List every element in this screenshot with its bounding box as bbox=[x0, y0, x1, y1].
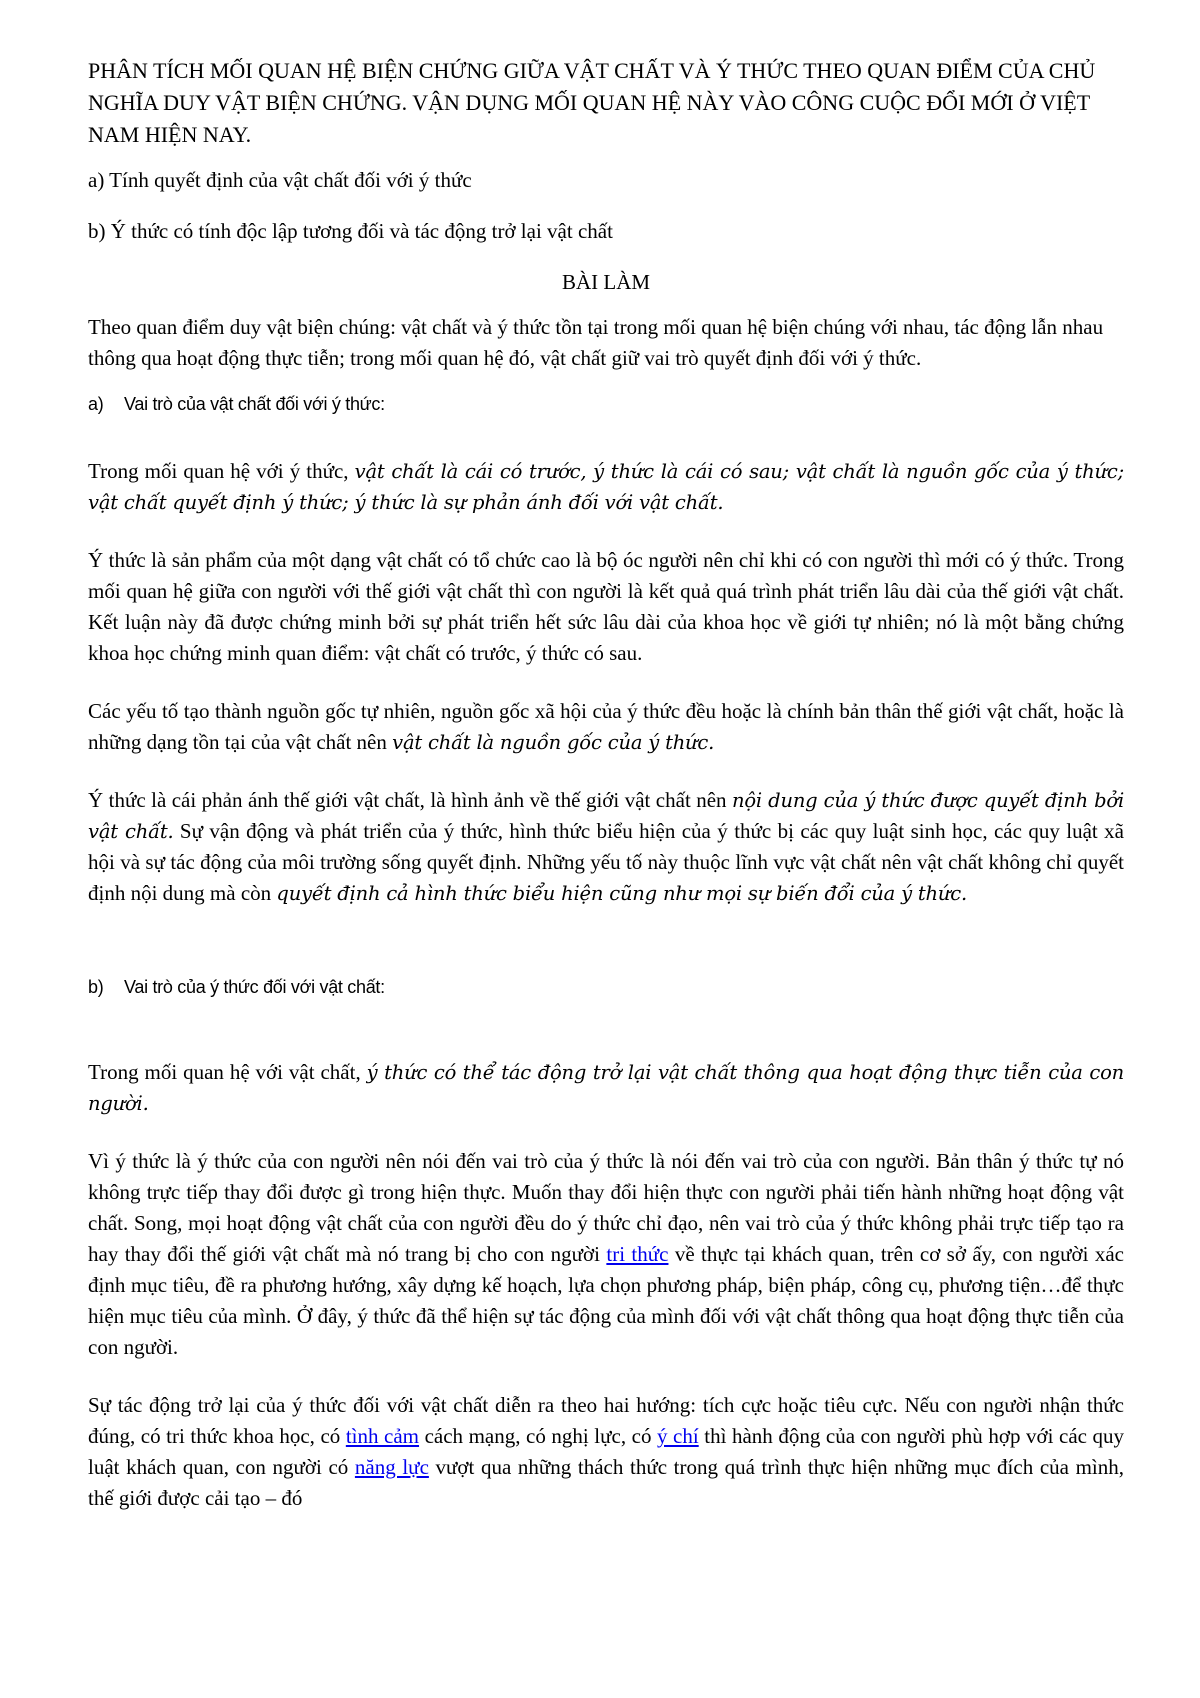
subtopic-a: a) Tính quyết định của vật chất đối với ý thức bbox=[88, 168, 472, 192]
section-a-heading bbox=[88, 390, 1124, 418]
paragraph-5-italic: ý thức có thể tác động trở lại vật chất thông qua hoạt động thực tiễn của con người. bbox=[88, 1061, 1124, 1115]
paragraph-4 bbox=[88, 785, 1124, 909]
paragraph-4-text-1: Ý thức là cái phản ánh thế giới vật chất, là hình ảnh về thế giới vật chất nên bbox=[88, 788, 733, 812]
section-b-title: Vai trò của ý thức đối với vật chất: bbox=[124, 977, 385, 997]
paragraph-2: Ý thức là sản phẩm của một dạng vật chất có tổ chức cao là bộ óc người nên chỉ khi có con người thì mới có ý thức. Trong mối quan hệ giữa con người với thế giới vật chất thì con người là kết quả quá trình phát triển lâu dài của thế giới vật chất. Kết luận này đã được chứng minh bởi sự phát triển hết sức lâu dài của khoa học về giới tự nhiên; nó là một bằng chứng khoa học chứng minh quan điểm: vật chất có trước, ý thức có sau. bbox=[88, 548, 1124, 665]
bai-lam-heading: BÀI LÀM bbox=[561, 270, 651, 294]
paragraph-5 bbox=[88, 1057, 1124, 1119]
paragraph-7-text-1: Sự tác động trở lại của ý thức đối với vật chất diễn ra theo hai hướng: tích cực hoặc tiêu cực. Nếu con người nhận thức đúng, có tri thức khoa học, có bbox=[88, 1393, 1124, 1448]
section-b-heading bbox=[88, 973, 1124, 1001]
section-b-number: b) bbox=[88, 977, 104, 997]
paragraph-1-italic: vật chất là cái có trước, ý thức là cái có sau; vật chất là nguồn gốc của ý thức; vật chất quyết định ý thức; ý thức là sự phản ánh đối với vật chất. bbox=[88, 460, 1124, 514]
paragraph-6 bbox=[88, 1146, 1124, 1363]
paragraph-3 bbox=[88, 696, 1124, 758]
paragraph-4-italic-2: quyết định cả hình thức biểu hiện cũng như mọi sự biến đổi của ý thức. bbox=[276, 882, 967, 905]
paragraph-4-text-2: Sự vận động và phát triển của ý thức, hình thức biểu hiện của ý thức bị các quy luật sinh học, các quy luật xã hội và sự tác động của môi trường sống quyết định. Những yếu tố này thuộc lĩnh vực vật chất nên vật chất không chỉ quyết định nội dung mà còn bbox=[88, 819, 1124, 905]
paragraph-7 bbox=[88, 1390, 1124, 1514]
paragraph-5-text: Trong mối quan hệ với vật chất, bbox=[88, 1060, 367, 1084]
section-a-number: a) bbox=[88, 394, 104, 414]
paragraph-6-text-2: về thực tại khách quan, trên cơ sở ấy, con người xác định mục tiêu, đề ra phương hướng, xây dựng kế hoạch, lựa chọn phương pháp, biện pháp, công cụ, phương tiện…để thực hiện mục tiêu của mình. Ở đây, ý thức đã thể hiện sự tác động của mình đối với vật chất thông qua hoạt động thực tiễn của con người. bbox=[88, 1242, 1124, 1359]
paragraph-4-italic-1: nội dung của ý thức được quyết định bởi vật chất. bbox=[88, 789, 1124, 843]
link-y-chi[interactable]: ý chí bbox=[657, 1424, 699, 1448]
paragraph-3-italic: vật chất là nguồn gốc của ý thức. bbox=[392, 731, 715, 754]
section-a-title: Vai trò của vật chất đối với ý thức: bbox=[124, 394, 385, 414]
intro-paragraph: Theo quan điểm duy vật biện chúng: vật chất và ý thức tồn tại trong mối quan hệ biện chúng với nhau, tác động lẫn nhau thông qua hoạt động thực tiễn; trong mối quan hệ đó, vật chất giữ vai trò quyết định đối với ý thức. bbox=[88, 315, 1104, 370]
paragraph-7-text-2: cách mạng, có nghị lực, có bbox=[419, 1424, 657, 1448]
paragraph-6-text-1: Vì ý thức là ý thức của con người nên nói đến vai trò của ý thức là nói đến vai trò của con người. Bản thân ý thức tự nó không trực tiếp thay đổi được gì trong hiện thực. Muốn thay đổi hiện thực con người phải tiến hành những hoạt động vật chất. Song, mọi hoạt động vật chất của con người đều do ý thức chỉ đạo, nên vai trò của ý thức không phải trực tiếp tạo ra hay thay đổi thế giới vật chất mà nó trang bị cho con người bbox=[88, 1149, 1124, 1266]
link-tri-thuc[interactable]: tri thức bbox=[606, 1242, 669, 1266]
document-page bbox=[88, 55, 1124, 1540]
paragraph-3-text: Các yếu tố tạo thành nguồn gốc tự nhiên, nguồn gốc xã hội của ý thức đều hoặc là chính bản thân thế giới vật chất, hoặc là những dạng tồn tại của vật chất nên bbox=[88, 699, 1124, 754]
paragraph-7-text-4: vượt qua những thách thức trong quá trình thực hiện những mục đích của mình, thế giới được cải tạo – đó bbox=[88, 1455, 1125, 1510]
document-title: PHÂN TÍCH MỐI QUAN HỆ BIỆN CHỨNG GIỮA VẬT CHẤT VÀ Ý THỨC THEO QUAN ĐIỂM CỦA CHỦ NGHĨA DUY VẬT BIỆN CHỨNG. VẬN DỤNG MỐI QUAN HỆ NÀY VÀO CÔNG CUỘC ĐỔI MỚI Ở VIỆT NAM HIỆN NAY. bbox=[88, 58, 1096, 147]
paragraph-1-text: Trong mối quan hệ với ý thức, bbox=[88, 459, 355, 483]
subtopic-b: b) Ý thức có tính độc lập tương đối và tác động trở lại vật chất bbox=[88, 219, 613, 243]
paragraph-1 bbox=[88, 456, 1124, 518]
link-nang-luc[interactable]: năng lực bbox=[354, 1455, 429, 1479]
paragraph-7-text-3: thì hành động của con người phù hợp với các quy luật khách quan, con người có bbox=[88, 1424, 1125, 1479]
link-tinh-cam[interactable]: tình cảm bbox=[345, 1424, 420, 1448]
